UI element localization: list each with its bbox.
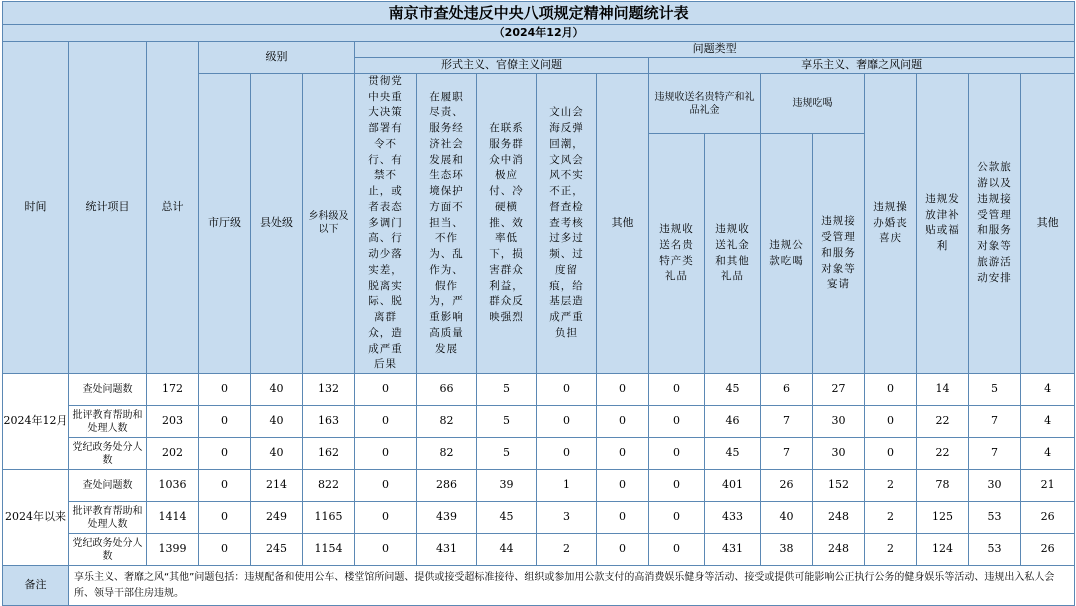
value-cell: 30 — [969, 470, 1021, 502]
value-cell: 0 — [537, 406, 597, 438]
value-cell: 39 — [477, 470, 537, 502]
value-cell: 2 — [865, 534, 917, 566]
table-row — [3, 374, 1075, 406]
value-cell: 1399 — [147, 534, 199, 566]
value-cell: 1414 — [147, 502, 199, 534]
row-item-label: 党纪政务处分人数 — [69, 438, 147, 470]
value-cell: 401 — [705, 470, 761, 502]
value-cell: 5 — [477, 438, 537, 470]
value-cell: 0 — [865, 406, 917, 438]
value-cell: 2 — [865, 470, 917, 502]
value-cell: 5 — [477, 374, 537, 406]
value-cell: 0 — [649, 470, 705, 502]
value-cell: 248 — [813, 502, 865, 534]
header-level-township: 乡科级及以下 — [303, 73, 355, 373]
header-problem-type: 问题类型 — [355, 42, 1075, 58]
table-row — [3, 534, 1075, 566]
value-cell: 53 — [969, 502, 1021, 534]
value-cell: 14 — [917, 374, 969, 406]
value-cell: 125 — [917, 502, 969, 534]
value-cell: 0 — [355, 374, 417, 406]
value-cell: 439 — [417, 502, 477, 534]
value-cell: 7 — [969, 406, 1021, 438]
header-gift-2: 违规收送礼金和其他礼品 — [705, 134, 761, 374]
value-cell: 4 — [1021, 374, 1075, 406]
value-cell: 0 — [865, 374, 917, 406]
remark-text: 享乐主义、奢靡之风“其他”问题包括：违规配备和使用公车、楼堂馆所问题、提供或接受超标准接待、组织或参加用公款支付的高消费娱乐健身等活动、接受或提供可能影响公正执行公务的健身娱乐等活动、违规出入私人会所、领导干部住房违规。 — [69, 566, 1075, 606]
value-cell: 0 — [355, 438, 417, 470]
value-cell: 30 — [813, 406, 865, 438]
value-cell: 0 — [355, 470, 417, 502]
value-cell: 27 — [813, 374, 865, 406]
statistics-table — [2, 1, 1075, 606]
value-cell: 0 — [597, 406, 649, 438]
value-cell: 132 — [303, 374, 355, 406]
value-cell: 172 — [147, 374, 199, 406]
header-formalism-3: 在联系服务群众中消极应付、冷硬横推、效率低下，损害群众利益，群众反映强烈 — [477, 73, 537, 373]
header-hedonism-4: 违规发放津补贴或福利 — [917, 73, 969, 373]
table-row — [3, 470, 1075, 502]
header-level-city: 市厅级 — [199, 73, 251, 373]
remark-label: 备注 — [3, 566, 69, 606]
row-item-label: 批评教育帮助和处理人数 — [69, 406, 147, 438]
header-eat-1: 违规公款吃喝 — [761, 134, 813, 374]
value-cell: 0 — [355, 406, 417, 438]
table-row — [3, 438, 1075, 470]
value-cell: 21 — [1021, 470, 1075, 502]
value-cell: 0 — [649, 502, 705, 534]
row-item-label: 党纪政务处分人数 — [69, 534, 147, 566]
value-cell: 248 — [813, 534, 865, 566]
value-cell: 203 — [147, 406, 199, 438]
value-cell: 4 — [1021, 406, 1075, 438]
value-cell: 45 — [705, 438, 761, 470]
value-cell: 7 — [969, 438, 1021, 470]
value-cell: 26 — [1021, 502, 1075, 534]
period-label: 2024年12月 — [3, 374, 69, 470]
row-item-label: 批评教育帮助和处理人数 — [69, 502, 147, 534]
header-formalism-2: 在履职尽责、服务经济社会发展和生态环境保护方面不担当、不作为、乱作为、假作为，严重影响高质量发展 — [417, 73, 477, 373]
header-gift-1: 违规收送名贵特产类礼品 — [649, 134, 705, 374]
value-cell: 38 — [761, 534, 813, 566]
value-cell: 0 — [537, 438, 597, 470]
header-hedonism-3: 违规操办婚丧喜庆 — [865, 73, 917, 373]
value-cell: 0 — [199, 534, 251, 566]
value-cell: 22 — [917, 438, 969, 470]
value-cell: 124 — [917, 534, 969, 566]
value-cell: 0 — [597, 438, 649, 470]
value-cell: 66 — [417, 374, 477, 406]
value-cell: 0 — [649, 534, 705, 566]
row-item-label: 查处问题数 — [69, 470, 147, 502]
value-cell: 7 — [761, 438, 813, 470]
value-cell: 163 — [303, 406, 355, 438]
table-title: 南京市查处违反中央八项规定精神问题统计表 — [3, 2, 1075, 25]
value-cell: 45 — [477, 502, 537, 534]
value-cell: 40 — [761, 502, 813, 534]
value-cell: 0 — [597, 502, 649, 534]
value-cell: 44 — [477, 534, 537, 566]
header-total: 总计 — [147, 42, 199, 374]
value-cell: 5 — [477, 406, 537, 438]
value-cell: 433 — [705, 502, 761, 534]
header-hedonism-other: 其他 — [1021, 73, 1075, 373]
value-cell: 0 — [355, 534, 417, 566]
value-cell: 3 — [537, 502, 597, 534]
value-cell: 249 — [251, 502, 303, 534]
value-cell: 26 — [1021, 534, 1075, 566]
value-cell: 30 — [813, 438, 865, 470]
value-cell: 0 — [537, 374, 597, 406]
value-cell: 2 — [537, 534, 597, 566]
value-cell: 6 — [761, 374, 813, 406]
value-cell: 78 — [917, 470, 969, 502]
value-cell: 431 — [705, 534, 761, 566]
value-cell: 5 — [969, 374, 1021, 406]
value-cell: 0 — [199, 406, 251, 438]
row-item-label: 查处问题数 — [69, 374, 147, 406]
value-cell: 822 — [303, 470, 355, 502]
value-cell: 53 — [969, 534, 1021, 566]
table-body — [3, 374, 1075, 566]
header-time: 时间 — [3, 42, 69, 374]
value-cell: 0 — [199, 502, 251, 534]
period-label: 2024年以来 — [3, 470, 69, 566]
value-cell: 1 — [537, 470, 597, 502]
value-cell: 7 — [761, 406, 813, 438]
value-cell: 26 — [761, 470, 813, 502]
value-cell: 82 — [417, 406, 477, 438]
value-cell: 0 — [597, 470, 649, 502]
value-cell: 1165 — [303, 502, 355, 534]
value-cell: 0 — [597, 534, 649, 566]
value-cell: 162 — [303, 438, 355, 470]
value-cell: 286 — [417, 470, 477, 502]
value-cell: 0 — [597, 374, 649, 406]
value-cell: 0 — [865, 438, 917, 470]
value-cell: 0 — [199, 470, 251, 502]
value-cell: 1154 — [303, 534, 355, 566]
header-eat-group: 违规吃喝 — [761, 73, 865, 133]
value-cell: 40 — [251, 438, 303, 470]
value-cell: 1036 — [147, 470, 199, 502]
value-cell: 40 — [251, 374, 303, 406]
header-level: 级别 — [199, 42, 355, 74]
value-cell: 245 — [251, 534, 303, 566]
value-cell: 22 — [917, 406, 969, 438]
header-level-county: 县处级 — [251, 73, 303, 373]
header-formalism-other: 其他 — [597, 73, 649, 373]
header-item: 统计项目 — [69, 42, 147, 374]
value-cell: 0 — [355, 502, 417, 534]
value-cell: 0 — [199, 374, 251, 406]
value-cell: 4 — [1021, 438, 1075, 470]
header-gift-group: 违规收送名贵特产和礼品礼金 — [649, 73, 761, 133]
value-cell: 152 — [813, 470, 865, 502]
value-cell: 46 — [705, 406, 761, 438]
header-hedonism: 享乐主义、奢靡之风问题 — [649, 57, 1075, 73]
value-cell: 0 — [649, 406, 705, 438]
header-formalism-1: 贯彻党中央重大决策部署有令不行、有禁不止，或者表态多调门高、行动少落实差，脱离实际、脱离群众，造成严重后果 — [355, 73, 417, 373]
value-cell: 214 — [251, 470, 303, 502]
value-cell: 82 — [417, 438, 477, 470]
value-cell: 202 — [147, 438, 199, 470]
value-cell: 40 — [251, 406, 303, 438]
table-row — [3, 406, 1075, 438]
header-formalism-4: 文山会海反弹回潮，文风会风不实不正，督查检查考核过多过频、过度留痕，给基层造成严重负担 — [537, 73, 597, 373]
value-cell: 2 — [865, 502, 917, 534]
table-subtitle: （2024年12月） — [3, 25, 1075, 42]
value-cell: 0 — [199, 438, 251, 470]
value-cell: 45 — [705, 374, 761, 406]
header-formalism: 形式主义、官僚主义问题 — [355, 57, 649, 73]
table-row — [3, 502, 1075, 534]
value-cell: 431 — [417, 534, 477, 566]
header-eat-2: 违规接受管理和服务对象等宴请 — [813, 134, 865, 374]
header-hedonism-5: 公款旅游以及违规接受管理和服务对象等旅游活动安排 — [969, 73, 1021, 373]
value-cell: 0 — [649, 438, 705, 470]
value-cell: 0 — [649, 374, 705, 406]
